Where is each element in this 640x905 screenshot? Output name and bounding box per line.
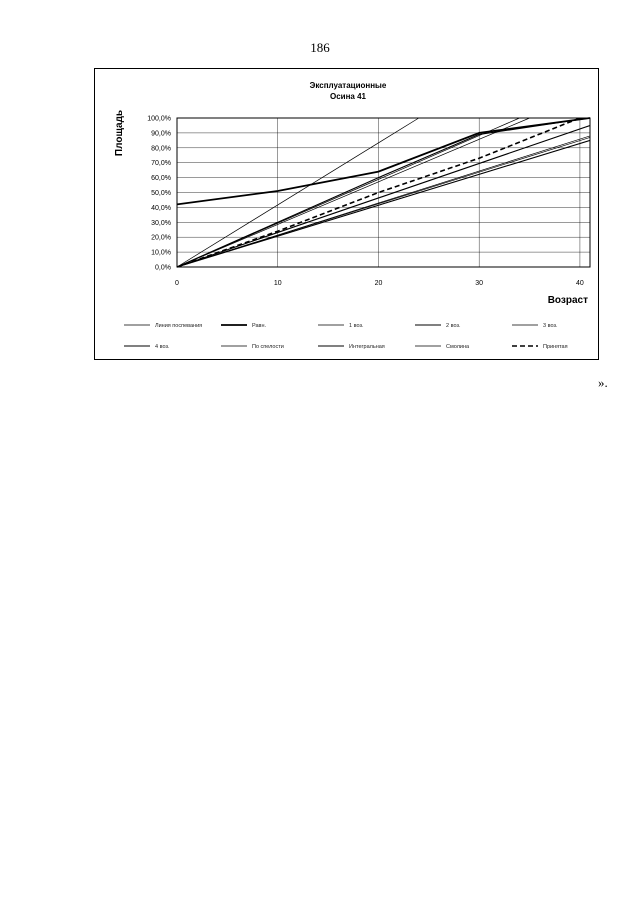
series-line-8 [177, 140, 590, 267]
legend-label: Линия поспевания [155, 323, 203, 329]
y-tick-label: 0,0% [155, 264, 171, 272]
y-tick-label: 60,0% [151, 175, 171, 183]
chart-frame [94, 68, 599, 360]
x-tick-label: 10 [273, 280, 282, 287]
y-tick-label: 100,0% [147, 115, 171, 123]
page-number: 186 [310, 40, 330, 55]
legend-label: 2 воз. [446, 323, 461, 329]
x-axis-label: Возраст [547, 295, 588, 306]
x-tick-label: 20 [374, 280, 383, 287]
y-tick-label: 10,0% [151, 249, 171, 257]
series-line-9 [177, 136, 590, 267]
x-tick-label: 0 [175, 280, 179, 287]
legend-label: Смолина [446, 344, 470, 350]
chart-title-line-1: Эксплуатационные [309, 81, 387, 90]
y-tick-label: 20,0% [151, 234, 171, 242]
y-tick-label: 50,0% [151, 190, 171, 197]
legend-label: Принятая [543, 344, 568, 350]
chart-legend [124, 323, 568, 350]
y-axis-label: Площадь [114, 109, 125, 157]
chart-svg [95, 69, 600, 361]
y-tick-label: 30,0% [151, 219, 171, 227]
legend-label: 4 воз. [155, 344, 170, 350]
chart-title-line-2: Осина 41 [330, 92, 366, 101]
y-tick-label: 70,0% [151, 160, 171, 168]
legend-label: По спелости [252, 344, 284, 350]
y-tick-label: 80,0% [151, 145, 171, 153]
legend-label: Интегральная [349, 344, 385, 350]
closing-quote-mark: ». [598, 375, 608, 390]
legend-label: 1 воз. [349, 323, 364, 329]
legend-label: 3 воз. [543, 323, 558, 329]
y-tick-label: 40,0% [151, 204, 171, 212]
x-tick-label: 40 [576, 280, 584, 287]
legend-label: Равн. [252, 323, 267, 329]
y-tick-label: 90,0% [151, 130, 171, 138]
plot-ticks [147, 116, 584, 288]
x-tick-label: 30 [475, 280, 484, 287]
